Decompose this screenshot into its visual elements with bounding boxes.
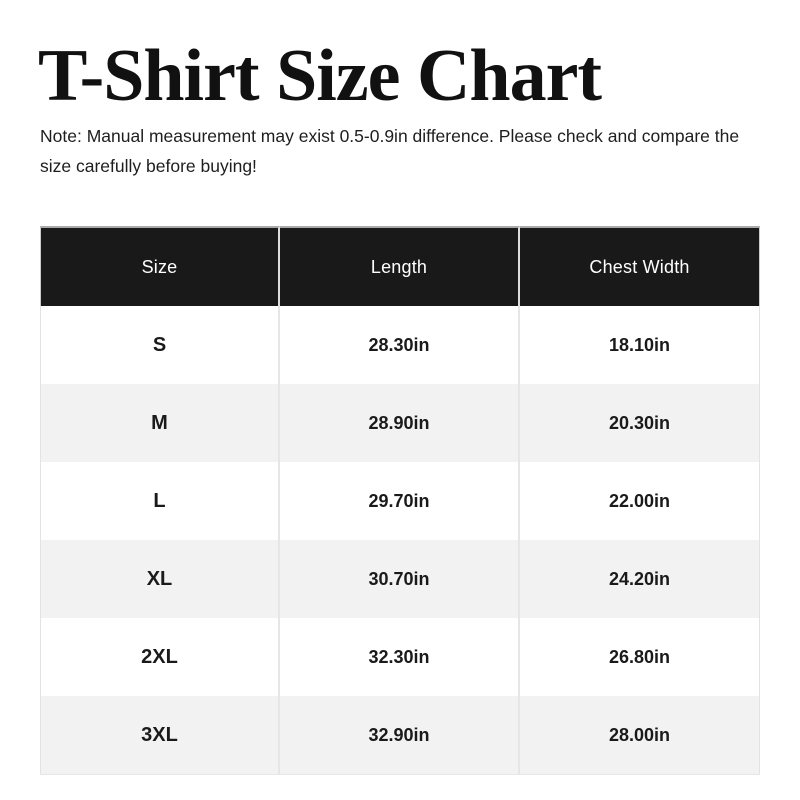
size-cell: L bbox=[40, 462, 280, 540]
length-cell: 32.90in bbox=[280, 696, 520, 775]
length-cell: 32.30in bbox=[280, 618, 520, 696]
length-cell: 30.70in bbox=[280, 540, 520, 618]
size-cell: XL bbox=[40, 540, 280, 618]
length-cell: 29.70in bbox=[280, 462, 520, 540]
table-row-s bbox=[40, 306, 760, 384]
chest-width-cell: 26.80in bbox=[520, 618, 760, 696]
chest-width-cell: 28.00in bbox=[520, 696, 760, 775]
table-row-3xl bbox=[40, 696, 760, 775]
table-body bbox=[40, 306, 760, 775]
note-text: Note: Manual measurement may exist 0.5-0.9in difference. Please check and compare the size carefully before buying! bbox=[40, 126, 740, 176]
chest-width-cell: 20.30in bbox=[520, 384, 760, 462]
size-cell: 2XL bbox=[40, 618, 280, 696]
length-column-header: Length bbox=[280, 226, 520, 306]
table-row-l bbox=[40, 462, 760, 540]
size-chart-table bbox=[40, 226, 760, 775]
table-row-xl bbox=[40, 540, 760, 618]
table-row-2xl bbox=[40, 618, 760, 696]
table-row-m bbox=[40, 384, 760, 462]
chest-width-cell: 24.20in bbox=[520, 540, 760, 618]
size-cell: 3XL bbox=[40, 696, 280, 775]
size-cell: S bbox=[40, 306, 280, 384]
table-header bbox=[40, 226, 760, 306]
chest-width-cell: 22.00in bbox=[520, 462, 760, 540]
page-title: T-Shirt Size Chart bbox=[38, 35, 602, 117]
size-cell: M bbox=[40, 384, 280, 462]
length-cell: 28.90in bbox=[280, 384, 520, 462]
chest-width-cell: 18.10in bbox=[520, 306, 760, 384]
size-column-header: Size bbox=[40, 226, 280, 306]
header-row bbox=[40, 226, 760, 306]
chest-width-column-header: Chest Width bbox=[520, 226, 760, 306]
length-cell: 28.30in bbox=[280, 306, 520, 384]
